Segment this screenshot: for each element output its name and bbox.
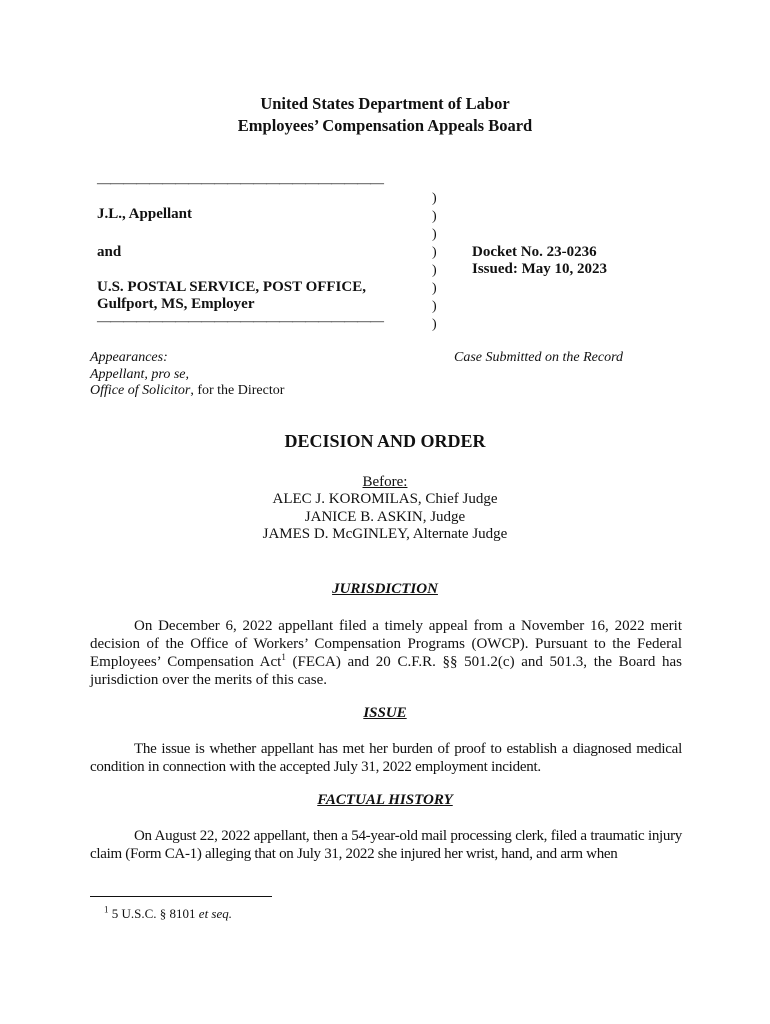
employer-line-1: U.S. POSTAL SERVICE, POST OFFICE, (97, 279, 366, 295)
judge-mcginley: JAMES D. McGINLEY, Alternate Judge (262, 526, 508, 542)
issue-heading: ISSUE (363, 705, 407, 721)
factual-history-paragraph: On August 22, 2022 appellant, then a 54-year-old mail processing clerk, filed a traumatic injury claim (Form CA-1) alleging that on July 31, 2022 she injured her wrist, hand, and arm when (90, 828, 682, 862)
caption-and: and (97, 244, 122, 260)
issued-date: Issued: May 10, 2023 (472, 261, 608, 277)
before-label: Before: (362, 474, 408, 490)
docket-number: Docket No. 23-0236 (472, 244, 597, 260)
caption-paren: ) (432, 191, 437, 206)
case-submitted-note: Case Submitted on the Record (454, 350, 624, 365)
footnote (104, 906, 232, 922)
factual-history-heading: FACTUAL HISTORY (317, 792, 453, 808)
board-title: Employees’ Compensation Appeals Board (237, 116, 533, 135)
appearances-solicitor (90, 383, 284, 399)
decision-title: DECISION AND ORDER (284, 431, 486, 451)
appellant-name: J.L., Appellant (97, 206, 193, 222)
judge-askin: JANICE B. ASKIN, Judge (304, 509, 466, 525)
footnote-et-seq: et seq. (198, 906, 233, 921)
caption-paren: ) (432, 209, 437, 224)
solicitor-name: Office of Solicitor (90, 383, 191, 398)
caption-bottom-rule: —————————————————————— (97, 314, 383, 329)
solicitor-role: , for the Director (190, 383, 285, 398)
agency-title: United States Department of Labor (260, 94, 510, 113)
caption-paren: ) (432, 263, 437, 278)
jurisdiction-text-a: On December 6, 2022 appellant filed a timely appeal from a November 16, 2022 merit decision of the Office of Workers’ Compensation Programs (OWCP). Pursuant to the Federal Employees’ Compensation Act (90, 618, 682, 670)
appearances-appellant: Appellant, pro se, (90, 367, 190, 382)
footnote-ref: 1 (281, 652, 286, 662)
caption-paren: ) (432, 245, 437, 260)
caption-top-rule: —————————————————————— (97, 176, 383, 191)
caption-paren: ) (432, 317, 437, 332)
footnote-rule (90, 896, 272, 897)
caption-paren: ) (432, 227, 437, 242)
footnote-citation: 5 U.S.C. § 8101 (108, 906, 199, 921)
appearances-label: Appearances: (90, 350, 168, 365)
caption-paren: ) (432, 299, 437, 314)
footnote-number: 1 (104, 904, 109, 915)
caption-paren: ) (432, 281, 437, 296)
judge-chief: ALEC J. KOROMILAS, Chief Judge (272, 491, 498, 507)
employer-line-2: Gulfport, MS, Employer (97, 296, 255, 312)
issue-paragraph: The issue is whether appellant has met her burden of proof to establish a diagnosed medical condition in connection with the accepted July 31, 2022 employment incident. (90, 741, 682, 775)
jurisdiction-text-b: (FECA) and 20 C.F.R. §§ 501.2(c) and 501.3, the Board has jurisdiction over the merits of this case. (90, 654, 682, 688)
jurisdiction-paragraph (90, 617, 682, 689)
jurisdiction-heading: JURISDICTION (332, 581, 438, 597)
